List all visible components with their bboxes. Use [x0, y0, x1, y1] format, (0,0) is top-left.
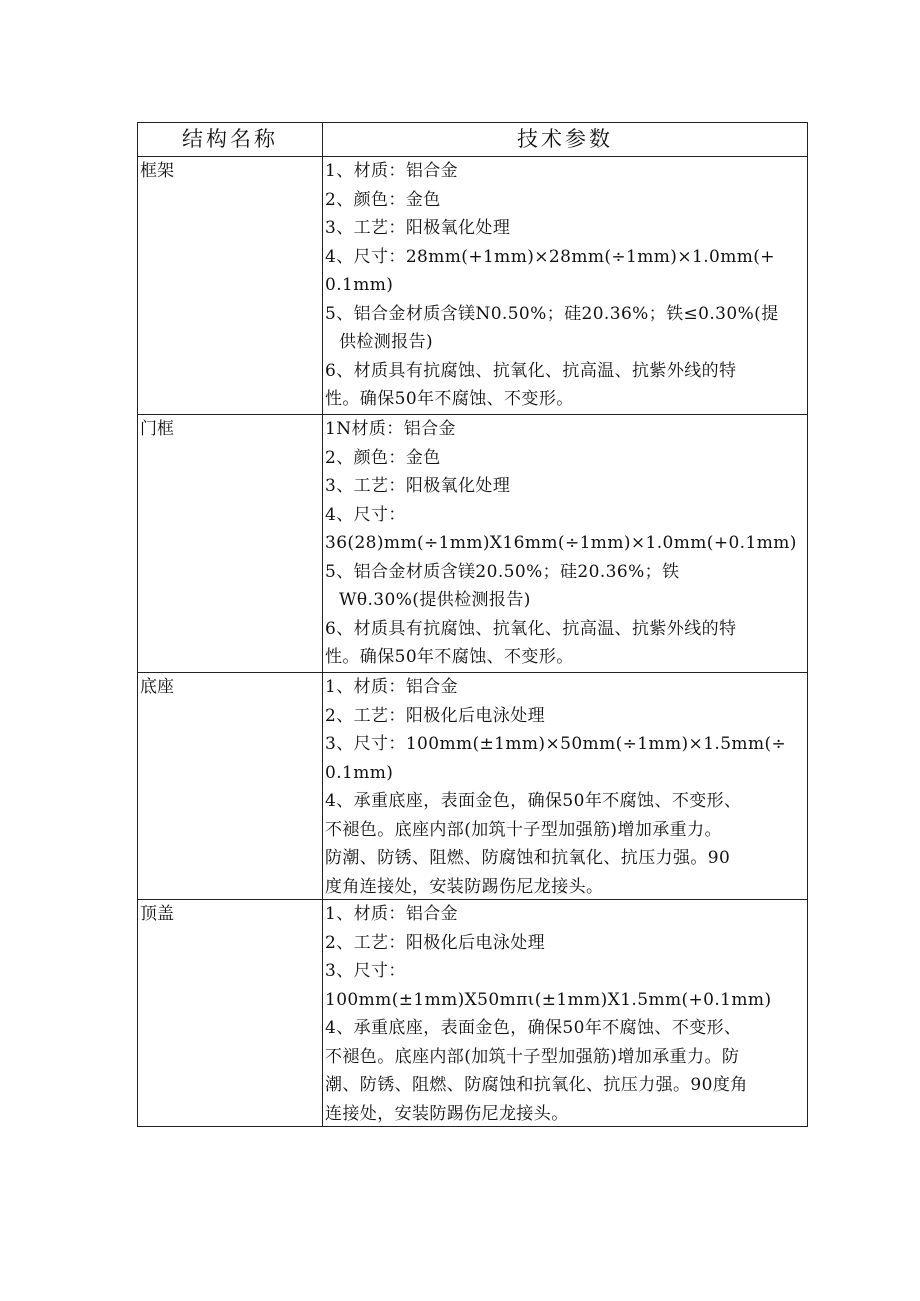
- spec-line: 1、材质：铝合金: [325, 161, 459, 181]
- spec-line: 6、材质具有抗腐蚀、抗氧化、抗高温、抗紫外线的特: [325, 618, 737, 639]
- header-structure-name: 结构名称: [138, 123, 323, 157]
- structure-name-cell: 顶盖: [138, 900, 323, 1127]
- tech-params-cell: [323, 157, 808, 415]
- spec-line: 100mm(±1mm)X50mπι(±1mm)X1.5mm(+0.1mm): [325, 989, 772, 1010]
- spec-line: 不褪色。底座内部(加筑十子型加强筋)增加承重力。: [325, 819, 722, 840]
- spec-line: 3、工艺：阳极氧化处理: [325, 218, 511, 238]
- table-row: [138, 415, 808, 673]
- spec-line: 供检测报告): [339, 332, 434, 352]
- tech-params-cell: [323, 673, 808, 900]
- spec-line: 3、工艺：阳极氧化处理: [325, 476, 511, 496]
- table-body: [138, 157, 808, 1127]
- table-row: [138, 673, 808, 900]
- structure-name-cell: 门框: [138, 415, 323, 673]
- spec-line: Wθ.30%(提供检测报告): [339, 590, 531, 610]
- spec-line: 不褪色。底座内部(加筑十子型加强筋)增加承重力。防: [325, 1046, 740, 1067]
- spec-line: 4、尺寸：28mm(+1mm)×28mm(÷1mm)×1.0mm(+: [325, 246, 775, 267]
- spec-line: 度角连接处，安装防踢伤尼龙接头。: [325, 876, 604, 897]
- structure-name-cell: 底座: [138, 673, 323, 900]
- header-row: [138, 123, 808, 157]
- spec-table: [137, 122, 808, 1127]
- tech-params-cell: [323, 415, 808, 673]
- spec-line: 性。确保50年不腐蚀、不变形。: [325, 647, 574, 667]
- spec-line: 4、承重底座，表面金色，确保50年不腐蚀、不变形、: [325, 791, 742, 811]
- table-row: [138, 900, 808, 1127]
- spec-line: 性。确保50年不腐蚀、不变形。: [325, 389, 574, 409]
- spec-line: 5、铝合金材质含镁20.50%；硅20.36%；铁: [325, 561, 680, 582]
- spec-line: 3、尺寸：: [325, 961, 406, 981]
- spec-line: 3、尺寸：100mm(±1mm)×50mm(÷1mm)×1.5mm(÷: [325, 734, 787, 754]
- spec-line: 1N材质：铝合金: [325, 419, 456, 439]
- structure-name-cell: 框架: [138, 157, 323, 415]
- spec-line: 连接处，安装防踢伤尼龙接头。: [325, 1103, 569, 1124]
- spec-line: 4、承重底座，表面金色，确保50年不腐蚀、不变形、: [325, 1018, 742, 1038]
- spec-line: 潮、防锈、阻燃、防腐蚀和抗氧化、抗压力强。90度角: [325, 1075, 748, 1095]
- spec-line: 2、颜色：金色: [325, 189, 441, 210]
- spec-line: 2、工艺：阳极化后电泳处理: [325, 705, 546, 726]
- spec-line: 防潮、防锈、阻燃、防腐蚀和抗氧化、抗压力强。90: [325, 848, 731, 868]
- spec-line: 0.1mm): [325, 275, 394, 295]
- spec-line: 6、材质具有抗腐蚀、抗氧化、抗高温、抗紫外线的特: [325, 360, 737, 381]
- spec-line: 1、材质：铝合金: [325, 677, 459, 697]
- tech-params-cell: [323, 900, 808, 1127]
- spec-line: 36(28)mm(÷1mm)X16mm(÷1mm)×1.0mm(+0.1mm): [325, 533, 797, 553]
- spec-line: 2、工艺：阳极化后电泳处理: [325, 932, 546, 953]
- spec-line: 4、尺寸：: [325, 504, 406, 525]
- spec-line: 2、颜色：金色: [325, 447, 441, 468]
- table-row: [138, 157, 808, 415]
- spec-line: 0.1mm): [325, 762, 394, 783]
- header-tech-params: 技术参数: [323, 123, 808, 157]
- spec-line: 1、材质：铝合金: [325, 904, 459, 924]
- spec-line: 5、铝合金材质含镁N0.50%；硅20.36%；铁≤0.30%(提: [325, 303, 779, 324]
